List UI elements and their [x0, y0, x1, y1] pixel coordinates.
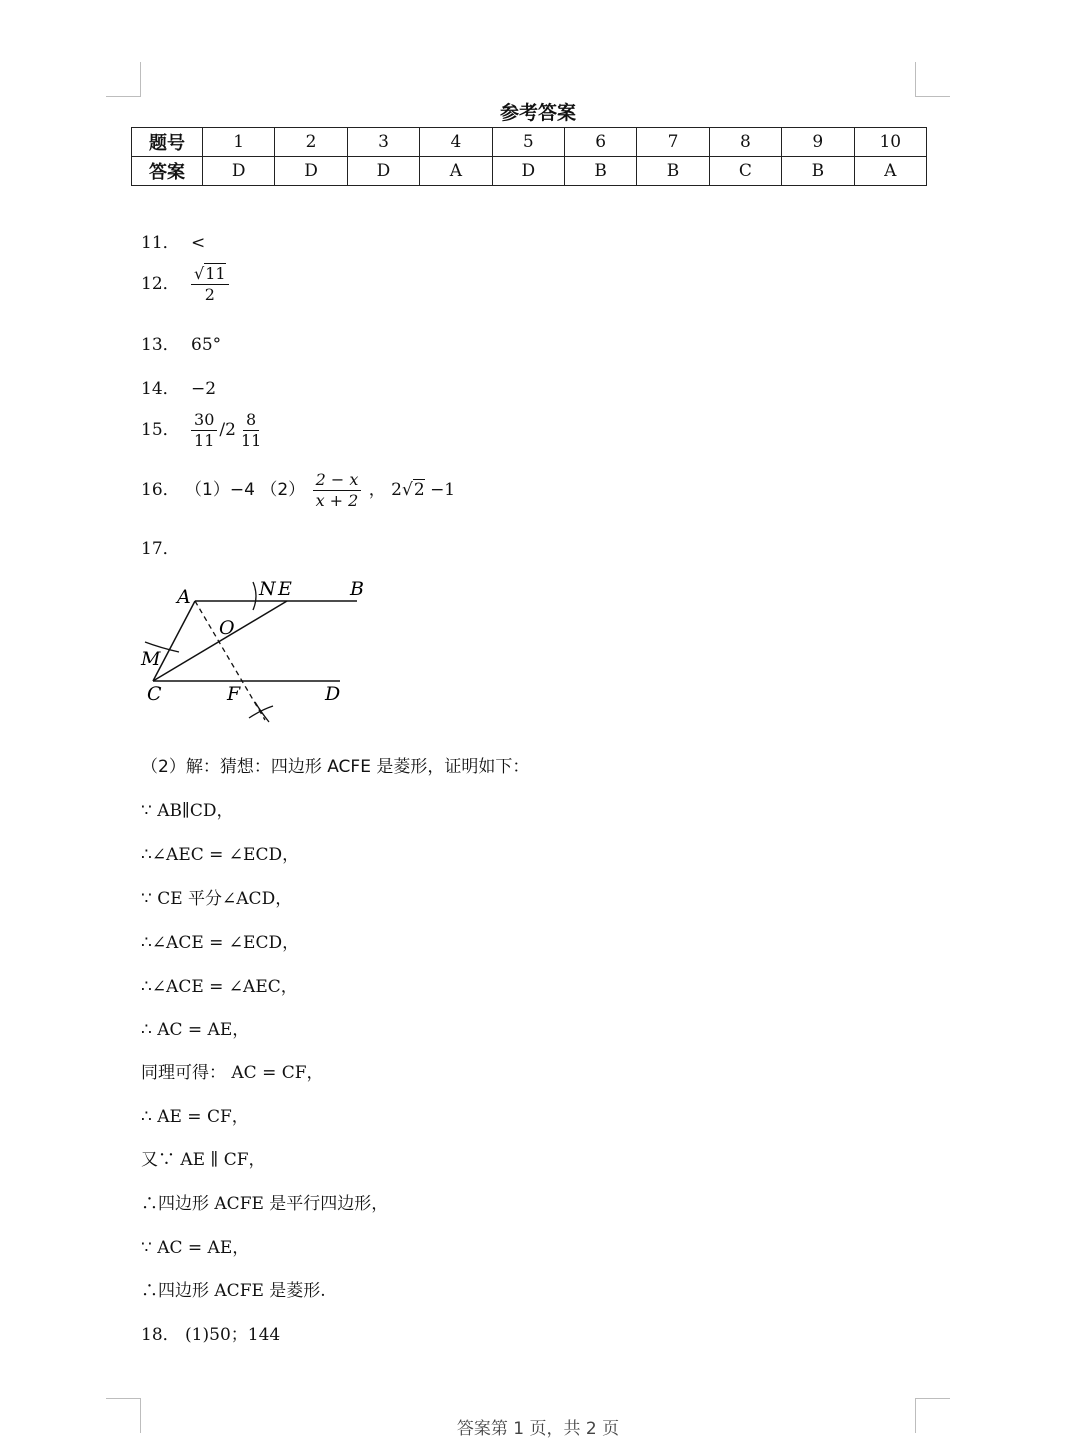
page-title: 参考答案	[499, 102, 576, 124]
numerator: 8	[243, 410, 259, 431]
proof-line: ∴∠AEC = ∠ECD，	[141, 845, 300, 865]
proof-line: ∴∠ACE = ∠AEC，	[141, 977, 298, 997]
crop-mark-top-right	[915, 62, 950, 97]
separator: /2	[219, 420, 236, 440]
proof-line: ∴四边形 ACFE 是平行四边形，	[141, 1194, 389, 1214]
table-cell: 4	[420, 128, 492, 157]
proof-line: （2）解：猜想：四边形 ACFE 是菱形，证明如下：	[141, 757, 530, 777]
proof-line: 又∵ AE ∥ CF，	[141, 1150, 266, 1170]
crop-mark-top-left	[106, 62, 141, 97]
label-b: B	[350, 578, 364, 600]
item-number: 11．	[141, 233, 180, 253]
table-cell: 7	[637, 128, 709, 157]
label-f: F	[227, 683, 241, 705]
row-header-answer: 答案	[132, 157, 203, 186]
table-cell: C	[709, 157, 781, 186]
answer-value: −2	[191, 379, 217, 399]
fraction: $\frac{√11}{2}$	[191, 264, 229, 305]
table-cell: B	[782, 157, 854, 186]
table-cell: D	[492, 157, 564, 186]
proof-line: ∵ CE 平分∠ACD，	[141, 889, 293, 909]
table-cell: D	[347, 157, 419, 186]
table-row-numbers	[132, 128, 927, 157]
proof-line: ∵ AC = AE，	[141, 1238, 250, 1258]
denominator: 2	[204, 285, 215, 304]
table-cell: 3	[347, 128, 419, 157]
label-a: A	[177, 586, 191, 608]
answer-13	[141, 330, 221, 355]
answer-15	[141, 410, 266, 451]
proof-line: ∴四边形 ACFE 是菱形.	[141, 1281, 326, 1301]
answer-11	[141, 228, 205, 253]
answer-value: (1)50；144	[185, 1325, 281, 1345]
geometry-figure	[135, 570, 375, 730]
line-ce	[153, 601, 287, 681]
table-cell: D	[275, 157, 347, 186]
table-cell: A	[854, 157, 926, 186]
label-m: M	[141, 648, 161, 670]
numerator: 30	[191, 410, 217, 431]
proof-line: ∵ AB∥CD，	[141, 801, 234, 821]
table-cell: B	[564, 157, 636, 186]
fraction	[313, 470, 362, 511]
answer-16: 16． （1）−4 （2） $\frac{2 - x}{x + 2}$ ， 2√2 −1	[141, 470, 456, 510]
denominator: x + 2	[315, 491, 359, 510]
fraction	[238, 410, 264, 451]
table-cell: 8	[709, 128, 781, 157]
proof-line: 同理可得： AC = CF，	[141, 1063, 324, 1083]
page-footer: 答案第 1 页，共 2 页	[456, 1419, 620, 1439]
table-row-answers	[132, 157, 927, 186]
answer-12	[141, 264, 231, 305]
row-header-number: 题号	[132, 128, 203, 157]
label-c: C	[147, 683, 162, 705]
proof-line: ∴ AE = CF，	[141, 1107, 249, 1127]
arc-cross-2	[255, 702, 269, 722]
item-number: 12．	[141, 274, 180, 294]
label-e: E	[278, 578, 292, 600]
item-number: 15．	[141, 420, 180, 440]
proof-line: ∴ AC = AE，	[141, 1020, 250, 1040]
tail: −1	[430, 480, 456, 500]
table-cell: 2	[275, 128, 347, 157]
proof-line: ∴∠ACE = ∠ECD，	[141, 933, 300, 953]
table-cell: 5	[492, 128, 564, 157]
table-cell: 6	[564, 128, 636, 157]
comma: ，	[368, 480, 386, 500]
radicand: 2	[413, 480, 425, 500]
table-cell: 10	[854, 128, 926, 157]
item-number: 13．	[141, 335, 180, 355]
item-number: 18．	[141, 1325, 180, 1345]
numerator: 2 − x	[313, 470, 362, 491]
part-text: （1）−4 （2）	[185, 480, 306, 500]
coefficient: 2	[391, 480, 402, 500]
answer-value: 65°	[191, 335, 222, 355]
label-n: N	[259, 578, 276, 600]
item-number: 14．	[141, 379, 180, 399]
arc-n	[253, 582, 256, 610]
table-cell: B	[637, 157, 709, 186]
table-cell: A	[420, 157, 492, 186]
answer-18	[141, 1320, 280, 1345]
label-d: D	[325, 683, 341, 705]
denominator: 11	[194, 431, 215, 450]
table-cell: 9	[782, 128, 854, 157]
table-cell: 1	[203, 128, 275, 157]
fraction	[191, 410, 217, 451]
answer-value: <	[191, 233, 206, 253]
answer-table	[131, 127, 927, 186]
item-number: 17．	[141, 539, 180, 559]
denominator: 11	[240, 431, 262, 450]
label-o: O	[219, 617, 235, 639]
answer-17	[141, 534, 180, 559]
radicand: 11	[205, 264, 226, 283]
table-cell: D	[203, 157, 275, 186]
answer-14	[141, 374, 216, 399]
item-number: 16．	[141, 480, 180, 500]
